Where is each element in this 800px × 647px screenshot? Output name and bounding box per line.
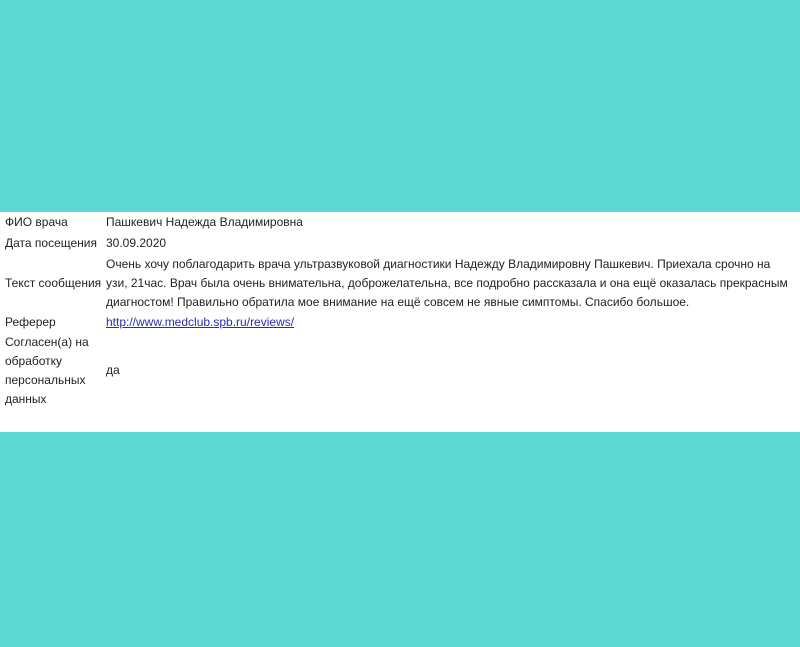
field-row-referrer [0,312,800,332]
submission-details-table [0,212,800,409]
submission-details-panel [0,212,800,432]
field-label-message-text: Текст сообщения [5,276,102,290]
field-label-referrer: Реферер [5,315,56,329]
field-row-visit-date [0,232,800,253]
field-label-visit-date: Дата посещения [5,236,97,250]
referrer-link[interactable]: http://www.medclub.spb.ru/reviews/ [106,315,295,329]
field-value-consent: да [106,363,120,377]
field-row-consent [0,332,800,409]
field-label-doctor-name: ФИО врача [5,215,68,229]
field-value-referrer [105,312,800,332]
field-row-message-text [0,253,800,312]
field-row-doctor-name [0,212,800,232]
field-value-message-text: Очень хочу поблагодарить врача ультразвуковой диагностики Надежду Владимировну Пашкевич. Приехала срочно на узи, 21час. Врач была очень внимательна, доброжелательна, все подробно рассказала и она ещё оказалась прекрасным диагностом! Правильно обратила мое внимание на ещё совсем не явные симптомы. Спасибо большое. [106,257,788,309]
field-label-consent: Согласен(а) на обработку персональных данных [5,335,89,406]
field-value-doctor-name: Пашкевич Надежда Владимировна [106,215,303,229]
field-value-visit-date: 30.09.2020 [106,236,167,250]
